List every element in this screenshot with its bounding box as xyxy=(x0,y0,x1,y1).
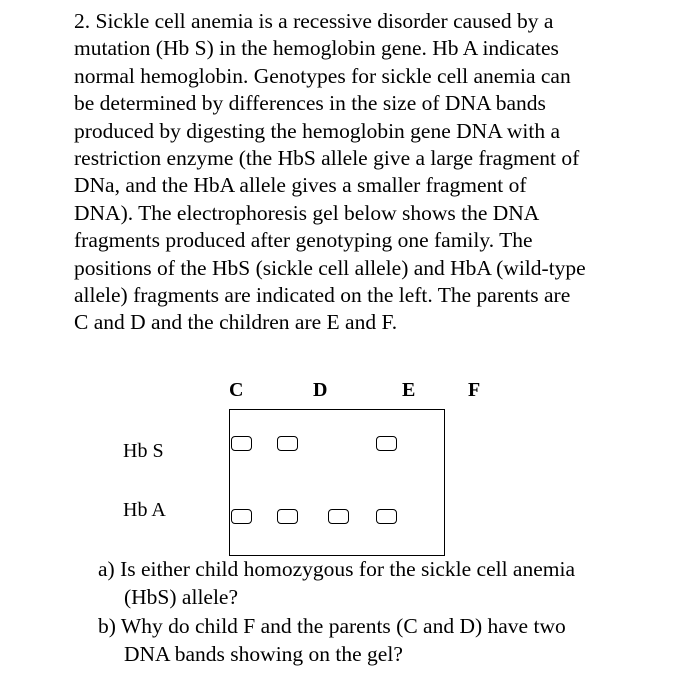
gel-outline xyxy=(229,409,445,556)
band-d-hba xyxy=(277,509,298,524)
question-line: normal hemoglobin. Genotypes for sickle cell anemia can xyxy=(74,63,571,88)
band-f-hba xyxy=(376,509,397,524)
band-label-hbs: Hb S xyxy=(123,440,164,462)
lane-label-f: F xyxy=(468,379,481,401)
band-label-hba: Hb A xyxy=(123,499,166,521)
question-line: fragments produced after genotyping one family. The xyxy=(74,228,533,253)
question-line: positions of the HbS (sickle cell allele) and HbA (wild-type xyxy=(74,255,586,280)
lane-label-d: D xyxy=(313,379,328,401)
band-d-hbs xyxy=(277,436,298,451)
question-line: 2. Sickle cell anemia is a recessive disorder caused by a xyxy=(74,9,554,33)
lane-label-c: C xyxy=(229,379,244,401)
question-line: C and D and the children are E and F. xyxy=(74,310,398,335)
question-line: produced by digesting the hemoglobin gene DNA with a xyxy=(74,118,561,143)
question-line: DNA). The electrophoresis gel below shows the DNA xyxy=(74,200,540,225)
lane-label-e: E xyxy=(402,379,416,401)
subquestion-a-line1: a) Is either child homozygous for the sickle cell anemia xyxy=(98,557,576,581)
subquestion-b-line2: DNA bands showing on the gel? xyxy=(124,642,403,666)
band-c-hbs xyxy=(231,436,252,451)
question-line: restriction enzyme (the HbS allele give a large fragment of xyxy=(74,146,580,171)
question-line: be determined by differences in the size of DNA bands xyxy=(74,91,546,116)
subquestion-b-line1: b) Why do child F and the parents (C and D) have two xyxy=(98,614,566,638)
question-line: DNa, and the HbA allele gives a smaller fragment of xyxy=(74,173,527,198)
band-e-hba xyxy=(328,509,349,524)
band-f-hbs xyxy=(376,436,397,451)
band-c-hba xyxy=(231,509,252,524)
question-text xyxy=(74,8,674,337)
subquestion-b xyxy=(98,612,678,668)
subquestion-a xyxy=(98,555,678,611)
question-line: mutation (Hb S) in the hemoglobin gene. Hb A indicates xyxy=(74,36,559,61)
subquestion-a-line2: (HbS) allele? xyxy=(124,585,239,609)
question-line: allele) fragments are indicated on the left. The parents are xyxy=(74,283,571,308)
